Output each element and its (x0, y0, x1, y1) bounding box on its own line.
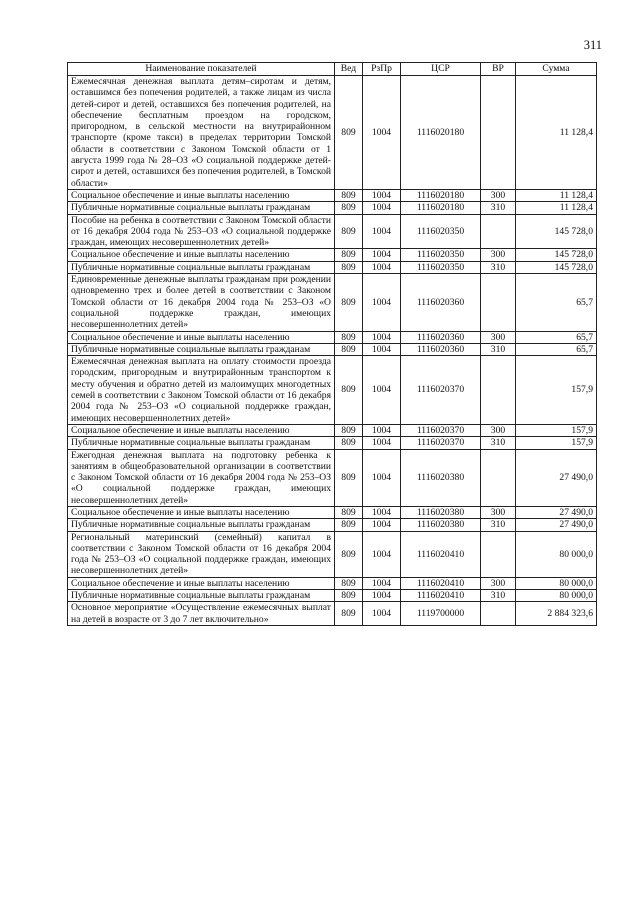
row-csr: 1116020410 (401, 531, 481, 577)
row-sum: 11 128,4 (516, 189, 597, 201)
row-ved: 809 (335, 356, 363, 425)
header-rzpr: РзПр (363, 63, 401, 76)
row-csr: 1119700000 (401, 602, 481, 626)
row-vr: 300 (481, 249, 516, 261)
row-rzpr: 1004 (363, 76, 401, 190)
row-vr (481, 76, 516, 190)
row-csr: 1116020360 (401, 343, 481, 355)
row-ved: 809 (335, 76, 363, 190)
row-rzpr: 1004 (363, 331, 401, 343)
table-row (68, 437, 597, 449)
row-csr: 1116020370 (401, 356, 481, 425)
row-vr: 310 (481, 202, 516, 214)
row-ved: 809 (335, 602, 363, 626)
row-rzpr: 1004 (363, 202, 401, 214)
row-sum: 145 728,0 (516, 249, 597, 261)
header-sum: Сумма (516, 63, 597, 76)
table-row (68, 202, 597, 214)
row-name: Социальное обеспечение и иные выплаты населению (68, 506, 335, 518)
row-vr: 300 (481, 189, 516, 201)
row-sum: 145 728,0 (516, 214, 597, 249)
row-ved: 809 (335, 590, 363, 602)
row-ved: 809 (335, 449, 363, 506)
row-name: Социальное обеспечение и иные выплаты населению (68, 189, 335, 201)
row-sum: 65,7 (516, 331, 597, 343)
row-name: Пособие на ребенка в соответствии с Законом Томской области от 16 декабря 2004 года № 253–ОЗ «О социальной поддержке граждан, имеющих несовершеннолетних детей» (68, 214, 335, 249)
row-vr (481, 602, 516, 626)
row-rzpr: 1004 (363, 189, 401, 201)
row-rzpr: 1004 (363, 214, 401, 249)
row-csr: 1116020380 (401, 449, 481, 506)
row-name: Публичные нормативные социальные выплаты гражданам (68, 202, 335, 214)
row-ved: 809 (335, 343, 363, 355)
row-sum: 80 000,0 (516, 531, 597, 577)
row-sum: 80 000,0 (516, 590, 597, 602)
row-csr: 1116020180 (401, 189, 481, 201)
row-ved: 809 (335, 261, 363, 273)
table-row (68, 356, 597, 425)
row-name: Публичные нормативные социальные выплаты гражданам (68, 261, 335, 273)
row-vr: 300 (481, 577, 516, 589)
row-name: Публичные нормативные социальные выплаты гражданам (68, 343, 335, 355)
row-rzpr: 1004 (363, 506, 401, 518)
table-row (68, 261, 597, 273)
row-ved: 809 (335, 424, 363, 436)
row-name: Региональный материнский (семейный) капитал в соответствии с Законом Томской области от 16 декабря 2004 года № 253–ОЗ «О социальной поддержке граждан, имеющих несовершеннолетних детей» (68, 531, 335, 577)
row-ved: 809 (335, 202, 363, 214)
table-row (68, 424, 597, 436)
row-ved: 809 (335, 249, 363, 261)
row-ved: 809 (335, 214, 363, 249)
row-csr: 1116020380 (401, 519, 481, 531)
row-rzpr: 1004 (363, 577, 401, 589)
row-csr: 1116020180 (401, 202, 481, 214)
table-row (68, 76, 597, 190)
row-vr (481, 274, 516, 331)
row-csr: 1116020360 (401, 331, 481, 343)
row-csr: 1116020180 (401, 76, 481, 190)
row-ved: 809 (335, 274, 363, 331)
row-vr: 310 (481, 343, 516, 355)
row-rzpr: 1004 (363, 531, 401, 577)
row-vr: 310 (481, 261, 516, 273)
row-vr (481, 531, 516, 577)
row-rzpr: 1004 (363, 437, 401, 449)
row-sum: 157,9 (516, 437, 597, 449)
table-row (68, 189, 597, 201)
table-row (68, 506, 597, 518)
budget-table (67, 62, 597, 626)
row-csr: 1116020370 (401, 424, 481, 436)
row-name: Социальное обеспечение и иные выплаты населению (68, 249, 335, 261)
row-vr (481, 356, 516, 425)
row-rzpr: 1004 (363, 590, 401, 602)
row-name: Публичные нормативные социальные выплаты гражданам (68, 590, 335, 602)
row-rzpr: 1004 (363, 249, 401, 261)
row-vr (481, 449, 516, 506)
row-ved: 809 (335, 331, 363, 343)
row-sum: 27 490,0 (516, 449, 597, 506)
table-row (68, 331, 597, 343)
row-csr: 1116020410 (401, 590, 481, 602)
row-vr (481, 214, 516, 249)
row-vr: 310 (481, 519, 516, 531)
table-row (68, 531, 597, 577)
row-vr: 300 (481, 331, 516, 343)
row-name: Публичные нормативные социальные выплаты гражданам (68, 519, 335, 531)
row-name: Основное мероприятие «Осуществление ежемесячных выплат на детей в возрасте от 3 до 7 лет включительно» (68, 602, 335, 626)
row-rzpr: 1004 (363, 274, 401, 331)
row-rzpr: 1004 (363, 343, 401, 355)
row-rzpr: 1004 (363, 449, 401, 506)
row-rzpr: 1004 (363, 602, 401, 626)
table-row (68, 519, 597, 531)
row-name: Публичные нормативные социальные выплаты гражданам (68, 437, 335, 449)
row-vr: 310 (481, 437, 516, 449)
row-name: Ежемесячная денежная выплата на оплату стоимости проезда городским, пригородным и внутрирайонным транспортом к месту обучения и обратно детей из малоимущих многодетных семей в соответствии с Законом Томской области от 16 декабря 2004 года № 253–ОЗ «О социальной поддержке граждан, имеющих несовершеннолетних детей» (68, 356, 335, 425)
row-sum: 11 128,4 (516, 202, 597, 214)
row-csr: 1116020350 (401, 214, 481, 249)
row-ved: 809 (335, 437, 363, 449)
row-rzpr: 1004 (363, 424, 401, 436)
row-ved: 809 (335, 531, 363, 577)
row-csr: 1116020350 (401, 261, 481, 273)
row-ved: 809 (335, 577, 363, 589)
row-sum: 11 128,4 (516, 76, 597, 190)
header-name: Наименование показателей (68, 63, 335, 76)
row-name: Социальное обеспечение и иные выплаты населению (68, 577, 335, 589)
row-csr: 1116020370 (401, 437, 481, 449)
row-name: Единовременные денежные выплаты гражданам при рождении одновременно трех и более детей в соответствии с Законом Томской области от 16 декабря 2004 года № 253–ОЗ «О социальной поддержке граждан, имеющих несовершеннолетних детей» (68, 274, 335, 331)
row-sum: 145 728,0 (516, 261, 597, 273)
row-rzpr: 1004 (363, 261, 401, 273)
table-row (68, 249, 597, 261)
row-name: Ежегодная денежная выплата на подготовку ребенка к занятиям в общеобразовательной организации в соответствии с Законом Томской области от 16 декабря 2004 года № 253–ОЗ «О социальной поддержке граждан, имеющих несовершеннолетних детей» (68, 449, 335, 506)
row-csr: 1116020380 (401, 506, 481, 518)
table-row (68, 274, 597, 331)
row-sum: 157,9 (516, 424, 597, 436)
header-vr: ВР (481, 63, 516, 76)
table-row (68, 577, 597, 589)
header-ved: Вед (335, 63, 363, 76)
table-header-row (68, 63, 597, 76)
table-row (68, 590, 597, 602)
row-sum: 65,7 (516, 274, 597, 331)
row-csr: 1116020360 (401, 274, 481, 331)
row-sum: 27 490,0 (516, 519, 597, 531)
row-rzpr: 1004 (363, 356, 401, 425)
row-vr: 310 (481, 590, 516, 602)
table-row (68, 214, 597, 249)
table-row (68, 449, 597, 506)
row-sum: 27 490,0 (516, 506, 597, 518)
row-vr: 300 (481, 506, 516, 518)
table-row (68, 602, 597, 626)
row-csr: 1116020350 (401, 249, 481, 261)
header-csr: ЦСР (401, 63, 481, 76)
row-ved: 809 (335, 519, 363, 531)
table-body (68, 76, 597, 626)
row-csr: 1116020410 (401, 577, 481, 589)
row-name: Социальное обеспечение и иные выплаты населению (68, 331, 335, 343)
row-ved: 809 (335, 189, 363, 201)
row-name: Социальное обеспечение и иные выплаты населению (68, 424, 335, 436)
row-vr: 300 (481, 424, 516, 436)
row-sum: 2 884 323,6 (516, 602, 597, 626)
row-sum: 157,9 (516, 356, 597, 425)
table-row (68, 343, 597, 355)
row-ved: 809 (335, 506, 363, 518)
row-sum: 65,7 (516, 343, 597, 355)
row-sum: 80 000,0 (516, 577, 597, 589)
row-name: Ежемесячная денежная выплата детям–сиротам и детям, оставшимся без попечения родителей, а также лицам из числа детей-сирот и детей, оставшихся без попечения родителей, на обеспечение бесплатным проездом на городском, пригородном, в сельской местности на внутрирайонном транспорте (кроме такси) в пределах территории Томской области в соответствии с Законом Томской области от 1 августа 1999 года № 28–ОЗ «О социальной поддержке детей-сирот и детей, оставшихся без попечения родителей, в Томской области» (68, 76, 335, 190)
page-number: 311 (583, 38, 602, 52)
row-rzpr: 1004 (363, 519, 401, 531)
